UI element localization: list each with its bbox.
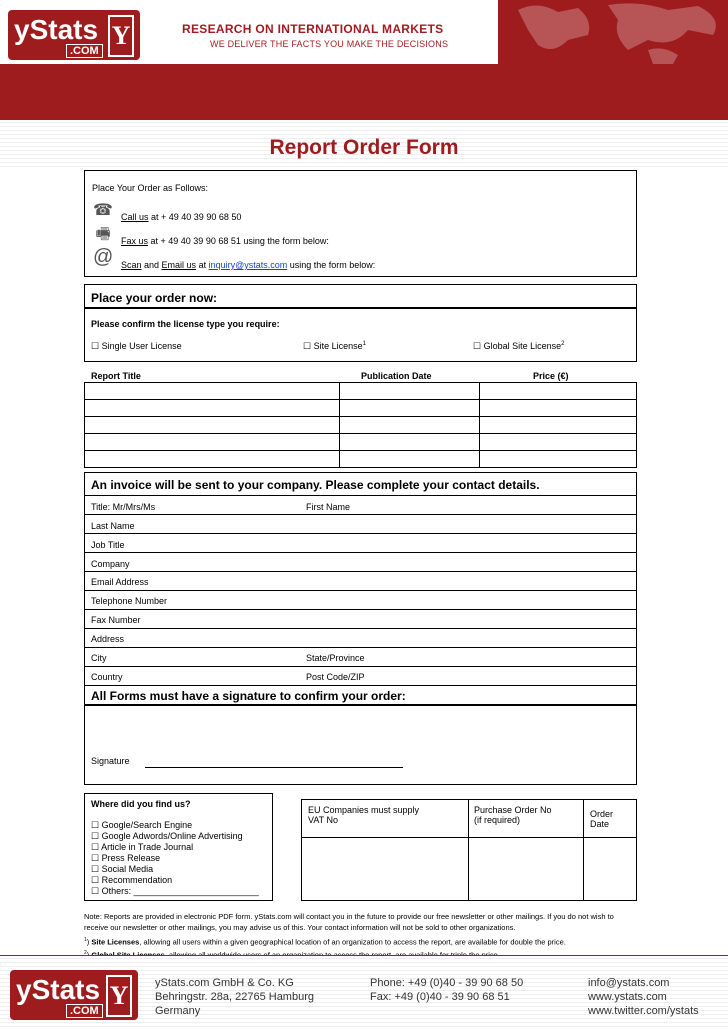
col-report-title: Report Title bbox=[91, 371, 141, 381]
publication-date-cell[interactable] bbox=[340, 434, 480, 451]
fax-us-link[interactable]: Fax us bbox=[121, 236, 149, 246]
footer-street: Behringstr. 28a, 22765 Hamburg bbox=[155, 991, 314, 1003]
call-line: Call us at + 49 40 39 90 68 50 bbox=[121, 212, 242, 222]
address-field[interactable]: Address bbox=[91, 634, 125, 644]
signature-line[interactable] bbox=[145, 767, 403, 768]
price-cell[interactable] bbox=[480, 417, 637, 434]
publication-date-cell[interactable] bbox=[340, 451, 480, 468]
order-now-heading: Place your order now: bbox=[91, 291, 218, 305]
publication-date-cell[interactable] bbox=[340, 400, 480, 417]
company-field[interactable]: Company bbox=[91, 559, 130, 569]
find-us-recommendation[interactable]: ☐ Recommendation bbox=[91, 875, 173, 885]
order-date-cell[interactable] bbox=[584, 838, 637, 901]
first-name-field[interactable]: First Name bbox=[306, 502, 351, 512]
price-cell[interactable] bbox=[480, 451, 637, 468]
job-title-field[interactable]: Job Title bbox=[91, 540, 125, 550]
footer-country: Germany bbox=[155, 1005, 201, 1017]
find-us-others[interactable]: ☐ Others: _________________________ bbox=[91, 886, 259, 896]
find-us-social[interactable]: ☐ Social Media bbox=[91, 864, 154, 874]
footer-divider bbox=[0, 955, 728, 956]
logo-y-mark: Y bbox=[108, 15, 134, 57]
footer-contact bbox=[370, 976, 523, 1004]
table-row bbox=[85, 400, 637, 417]
license-prompt: Please confirm the license type you require: bbox=[91, 319, 280, 329]
report-title-cell[interactable] bbox=[85, 383, 340, 400]
contact-details-box bbox=[84, 472, 637, 705]
fax-icon: 🖷 bbox=[95, 226, 111, 243]
price-cell[interactable] bbox=[480, 383, 637, 400]
notes bbox=[84, 911, 637, 960]
telephone-field[interactable]: Telephone Number bbox=[91, 596, 168, 606]
table-row bbox=[302, 838, 637, 901]
find-us-press[interactable]: ☐ Press Release bbox=[91, 853, 161, 863]
find-us-article[interactable]: ☐ Article in Trade Journal bbox=[91, 842, 194, 852]
footer-website-link[interactable]: www.ystats.com bbox=[588, 991, 667, 1003]
signature-heading: All Forms must have a signature to confirm your order: bbox=[91, 689, 406, 703]
title-field[interactable]: Title: Mr/Mrs/Ms bbox=[91, 502, 156, 512]
eu-order-table bbox=[301, 799, 637, 901]
col-publication-date: Publication Date bbox=[361, 371, 432, 381]
signature-label: Signature bbox=[91, 756, 130, 766]
city-field[interactable]: City bbox=[91, 653, 107, 663]
page-title: Report Order Form bbox=[269, 136, 459, 159]
footer-email-link[interactable]: info@ystats.com bbox=[588, 977, 670, 989]
call-us-link[interactable]: Call us bbox=[121, 212, 149, 222]
fax-field[interactable]: Fax Number bbox=[91, 615, 141, 625]
footer-logo: yStats .COM Y bbox=[10, 970, 138, 1020]
tagline-primary: RESEARCH ON INTERNATIONAL MARKETS bbox=[182, 22, 444, 36]
table-row bbox=[85, 434, 637, 451]
license-global-site[interactable]: ☐ Global Site License$^2$ bbox=[473, 341, 565, 351]
scan-link[interactable]: Scan bbox=[121, 260, 142, 270]
header-band bbox=[0, 64, 728, 120]
footer-twitter-link[interactable]: www.twitter.com/ystats bbox=[588, 1005, 699, 1017]
footer-phone: Phone: +49 (0)40 - 39 90 68 50 bbox=[370, 977, 524, 989]
license-single-user[interactable]: ☐ Single User License bbox=[91, 341, 182, 351]
price-cell[interactable] bbox=[480, 400, 637, 417]
po-cell[interactable] bbox=[469, 838, 584, 901]
table-row bbox=[85, 417, 637, 434]
at-icon: @ bbox=[93, 246, 114, 268]
note-text: Note: Reports are provided in electronic PDF form. yStats.com will contact you in the future to provide our free newsletter or other mailings. If you do not wish to receive our newsletter or other mailings, you may advise us of this. Your contact information will not be sold to other organizations. bbox=[84, 912, 614, 932]
state-field[interactable]: State/Province bbox=[306, 653, 365, 663]
footer-address bbox=[155, 976, 314, 1018]
footnote-2: 2 bbox=[84, 949, 87, 956]
report-title-cell[interactable] bbox=[85, 451, 340, 468]
report-title-cell[interactable] bbox=[85, 400, 340, 417]
find-us-adwords[interactable]: ☐ Google Adwords/Online Advertising bbox=[91, 831, 243, 841]
last-name-field[interactable]: Last Name bbox=[91, 521, 135, 531]
signature-box bbox=[84, 705, 637, 785]
po-header: Purchase Order No (if required) bbox=[469, 800, 584, 838]
tagline-secondary: WE DELIVER THE FACTS YOU MAKE THE DECISIONS bbox=[210, 39, 449, 49]
table-row bbox=[85, 383, 637, 400]
report-title-cell[interactable] bbox=[85, 417, 340, 434]
footer-fax: Fax: +49 (0)40 - 39 90 68 51 bbox=[370, 991, 510, 1003]
email-us-link[interactable]: Email us bbox=[161, 260, 197, 270]
col-price: Price (€) bbox=[533, 371, 569, 381]
order-methods-box bbox=[84, 170, 637, 277]
phone-icon: ☎ bbox=[93, 202, 113, 219]
publication-date-cell[interactable] bbox=[340, 383, 480, 400]
license-site[interactable]: ☐ Site License$^1$ bbox=[303, 341, 366, 351]
order-intro: Place Your Order as Follows: bbox=[92, 183, 209, 193]
publication-date-cell[interactable] bbox=[340, 417, 480, 434]
price-cell[interactable] bbox=[480, 434, 637, 451]
footer-web bbox=[588, 976, 699, 1018]
logo-text: yStats bbox=[14, 14, 99, 45]
logo-com: .COM bbox=[66, 44, 103, 58]
country-field[interactable]: Country bbox=[91, 672, 123, 682]
find-us-google[interactable]: ☐ Google/Search Engine bbox=[91, 820, 193, 830]
vat-header: EU Companies must supply VAT No bbox=[302, 800, 469, 838]
footer-company: yStats.com GmbH & Co. KG bbox=[155, 977, 294, 989]
email-address-link[interactable]: inquiry@ystats.com bbox=[208, 260, 288, 270]
ystats-logo bbox=[8, 10, 140, 60]
find-us-heading: Where did you find us? bbox=[91, 799, 191, 809]
postcode-field[interactable]: Post Code/ZIP bbox=[306, 672, 365, 682]
license-box bbox=[84, 308, 637, 362]
table-row bbox=[85, 451, 637, 468]
order-now-box bbox=[84, 284, 637, 308]
order-date-header: Order Date bbox=[584, 800, 637, 838]
report-title-cell[interactable] bbox=[85, 434, 340, 451]
table-row bbox=[302, 800, 637, 838]
report-items-table bbox=[84, 382, 637, 468]
email-line: Scan and Email us at inquiry@ystats.com using the form below: bbox=[121, 260, 376, 270]
email-field[interactable]: Email Address bbox=[91, 577, 149, 587]
footnote-1: $^1$) Site Licenses, allowing all users within a given geographical location of an organization to access the report, are available for double the price. bbox=[84, 937, 566, 947]
invoice-heading: An invoice will be sent to your company. Please complete your contact details. bbox=[91, 478, 540, 492]
fax-line: Fax us at + 49 40 39 90 68 51 using the form below: bbox=[121, 236, 329, 246]
vat-cell[interactable] bbox=[302, 838, 469, 901]
world-map-graphic bbox=[498, 0, 728, 64]
find-us-box bbox=[84, 793, 273, 901]
